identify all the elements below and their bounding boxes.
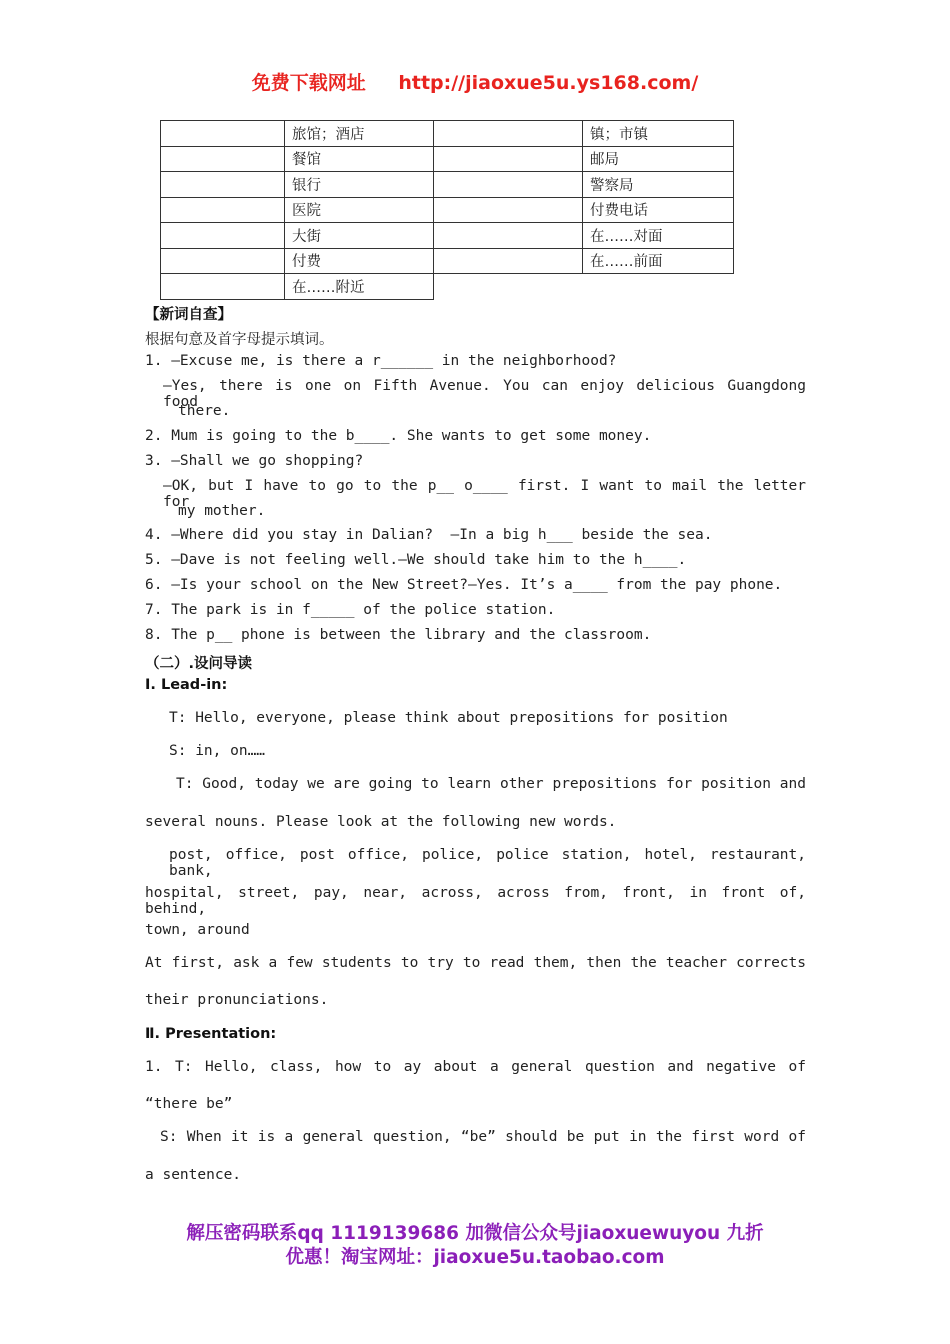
table-row (161, 121, 734, 147)
table-cell (161, 248, 285, 274)
empty-cell (583, 274, 734, 300)
vocabulary-table (160, 120, 734, 300)
table-row (161, 197, 734, 223)
question-2: 2. Mum is going to the b____. She wants to get some money. (145, 428, 652, 444)
question-1-answer-cont: there. (178, 403, 231, 419)
lead-in-line-1: T: Hello, everyone, please think about prepositions for position (169, 710, 728, 726)
question-6: 6. —Is your school on the New Street?—Yes. It’s a____ from the pay phone. (145, 577, 783, 593)
new-words-list: post, office, post office, police, police station, hotel, restaurant, bank, (169, 847, 806, 879)
table-row (161, 248, 734, 274)
header-title: 免费下载网址 (251, 72, 366, 94)
new-words-list-end: town, around (145, 922, 250, 938)
table-cell: 付费 (285, 248, 434, 274)
table-cell (434, 172, 583, 198)
table-cell (161, 146, 285, 172)
table-cell: 邮局 (583, 146, 734, 172)
table-cell (161, 172, 285, 198)
table-cell: 在……附近 (285, 274, 434, 300)
table-cell (434, 248, 583, 274)
table-cell (161, 274, 285, 300)
table-cell (161, 121, 285, 147)
lead-in-line-5-cont: their pronunciations. (145, 992, 329, 1008)
table-cell: 镇；市镇 (583, 121, 734, 147)
question-5: 5. —Dave is not feeling well.—We should take him to the h____. (145, 552, 687, 568)
lead-in-line-2: S: in, on…… (169, 743, 266, 759)
instruction-text: 根据句意及首字母提示填词。 (145, 332, 334, 348)
question-3-answer: —OK, but I have to go to the p__ o____ first. I want to mail the letter for (163, 478, 806, 510)
table-row (161, 274, 734, 300)
question-4: 4. —Where did you stay in Dalian? —In a big h___ beside the sea. (145, 527, 713, 543)
table-cell: 大街 (285, 223, 434, 249)
table-cell: 银行 (285, 172, 434, 198)
presentation-line-2: S: When it is a general question, “be” should be put in the first word of (160, 1129, 806, 1145)
question-7: 7. The park is in f_____ of the police station. (145, 602, 556, 618)
question-8: 8. The p__ phone is between the library and the classroom. (145, 627, 652, 643)
lead-in-title: Ⅰ. Lead-in: (145, 677, 228, 693)
table-cell: 医院 (285, 197, 434, 223)
presentation-title: Ⅱ. Presentation: (145, 1026, 277, 1042)
presentation-line-1: 1. T: Hello, class, how to ay about a general question and negative of (145, 1059, 806, 1075)
presentation-line-1-cont: “there be” (145, 1096, 233, 1112)
empty-cell (434, 274, 583, 300)
question-3-answer-cont: my mother. (178, 503, 266, 519)
table-cell (161, 197, 285, 223)
table-cell (434, 223, 583, 249)
table-cell: 在……对面 (583, 223, 734, 249)
section-title-new-words: 【新词自查】 (145, 307, 232, 323)
table-row (161, 223, 734, 249)
table-cell (434, 197, 583, 223)
question-3: 3. —Shall we go shopping? (145, 453, 364, 469)
table-cell: 付费电话 (583, 197, 734, 223)
footer-line-2: 优惠！淘宝网址：jiaoxue5u.taobao.com (285, 1247, 665, 1268)
table-cell (434, 146, 583, 172)
section-title-guided: （二）.设问导读 (145, 656, 253, 672)
table-cell: 旅馆；酒店 (285, 121, 434, 147)
footer-line-1: 解压密码联系qq 1119139686 加微信公众号jiaoxuewuyou 九折 (186, 1223, 764, 1244)
lead-in-line-5: At first, ask a few students to try to read them, then the teacher corrects (145, 955, 806, 971)
table-cell: 餐馆 (285, 146, 434, 172)
table-row (161, 172, 734, 198)
lead-in-line-3: T: Good, today we are going to learn other prepositions for position and (176, 776, 806, 792)
question-1: 1. —Excuse me, is there a r______ in the neighborhood? (145, 353, 617, 369)
table-cell (434, 121, 583, 147)
table-cell (161, 223, 285, 249)
lead-in-line-3-cont: several nouns. Please look at the following new words. (145, 814, 617, 830)
table-cell: 在……前面 (583, 248, 734, 274)
page-header (0, 68, 950, 95)
question-1-answer: —Yes, there is one on Fifth Avenue. You can enjoy delicious Guangdong food (163, 378, 806, 410)
new-words-list-cont: hospital, street, pay, near, across, across from, front, in front of, behind, (145, 885, 806, 917)
presentation-line-2-cont: a sentence. (145, 1167, 242, 1183)
table-cell: 警察局 (583, 172, 734, 198)
header-url[interactable]: http://jiaoxue5u.ys168.com/ (398, 72, 699, 94)
table-row (161, 146, 734, 172)
